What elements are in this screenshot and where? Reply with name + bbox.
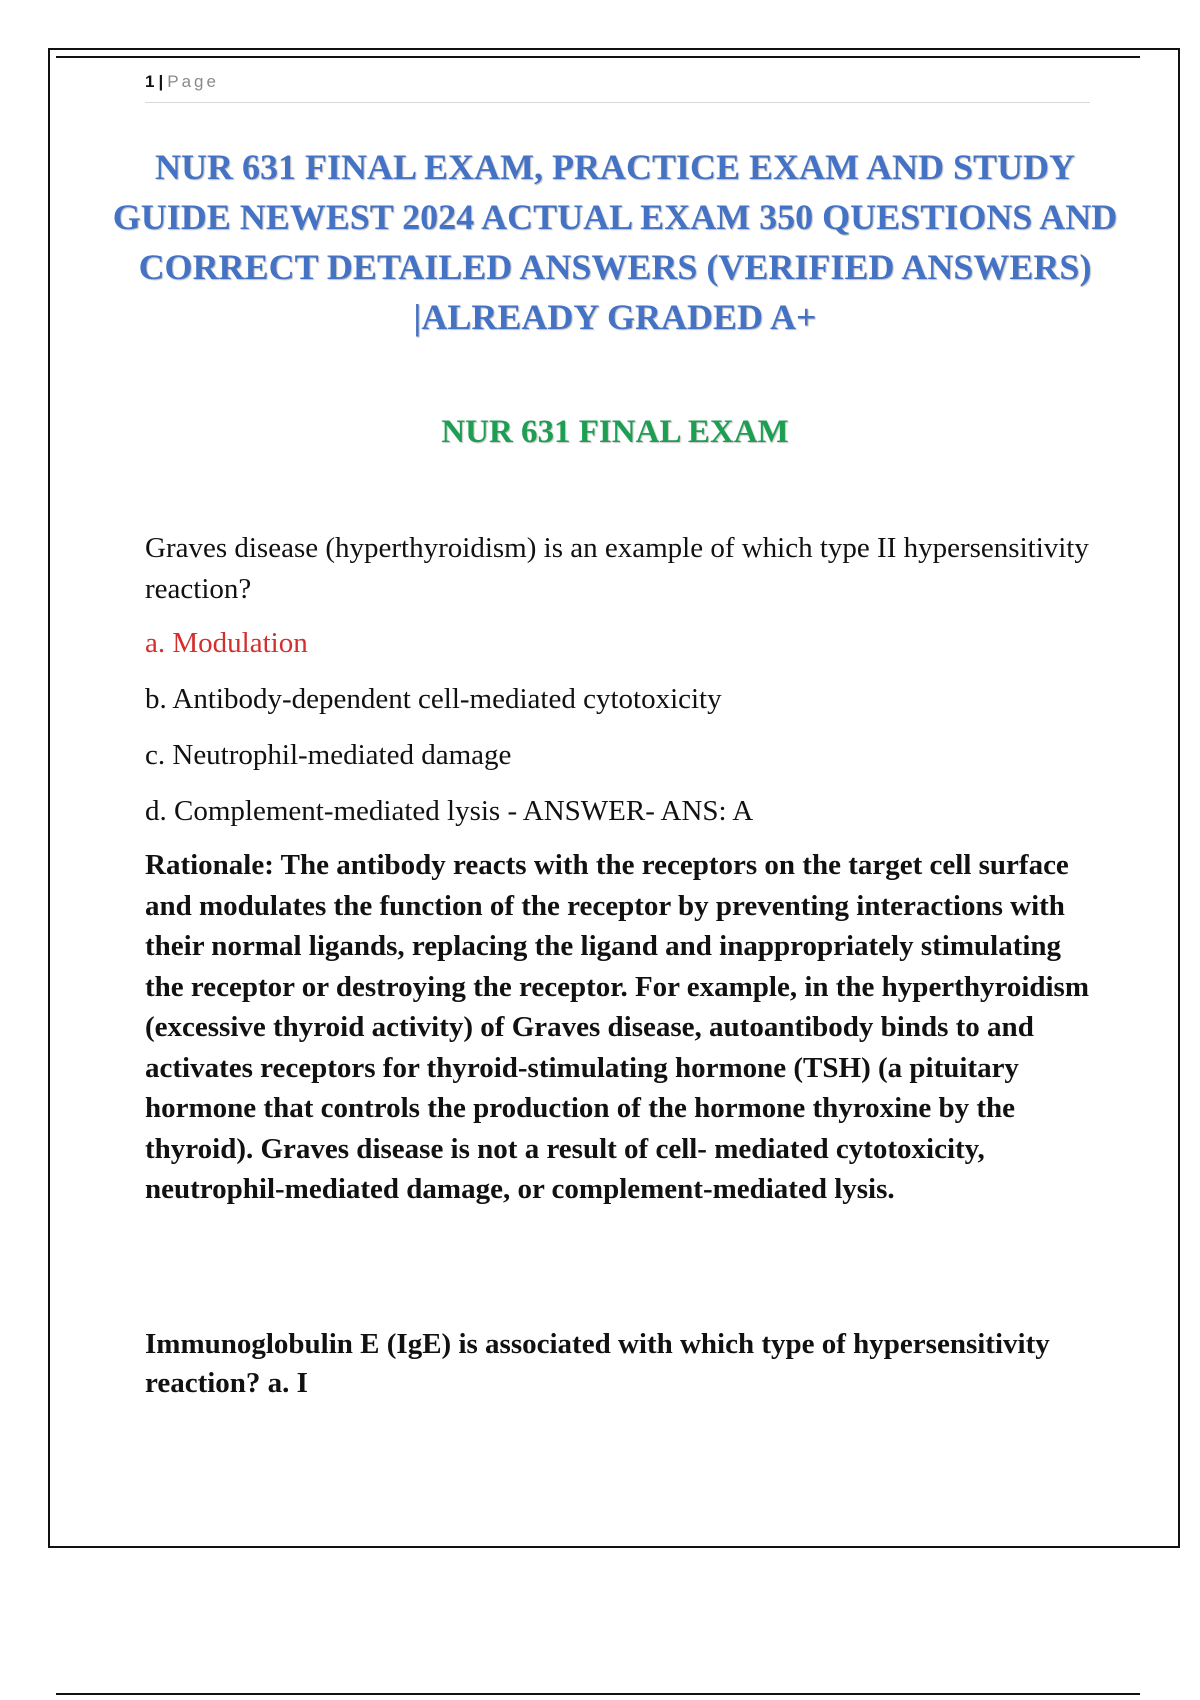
question-text: Graves disease (hyperthyroidism) is an example of which type II hypersensitivity reaction? — [145, 532, 1089, 605]
bottom-rule — [56, 1693, 1140, 1695]
page-label: Page — [167, 72, 219, 91]
option-c: c. Neutrophil-mediated damage — [145, 739, 512, 771]
option-d: d. Complement-mediated lysis - ANSWER- ANS: A — [145, 795, 754, 827]
document-subtitle: NUR 631 FINAL EXAM — [441, 414, 789, 450]
option-b: b. Antibody-dependent cell-mediated cytotoxicity — [145, 683, 722, 715]
top-rule — [56, 56, 1140, 58]
document-title: NUR 631 FINAL EXAM, PRACTICE EXAM AND STUDY GUIDE NEWEST 2024 ACTUAL EXAM 350 QUESTIONS AND CORRECT DETAILED ANSWERS (VERIFIED ANSWERS) |ALREADY GRADED A+ — [112, 147, 1118, 337]
next-question-text: Immunoglobulin E (IgE) is associated with which type of hypersensitivity reaction? a. I — [145, 1328, 1050, 1399]
page-number: 1 — [145, 72, 155, 91]
rationale-text: Rationale: The antibody reacts with the receptors on the target cell surface and modulates the function of the receptor by preventing interactions with their normal ligands, replacing the ligand and inappropriately stimulating the receptor or destroying the receptor. For example, in the hyperthyroidism (excessive thyroid activity) of Graves disease, autoantibody binds to and activates receptors for thyroid-stimulating hormone (TSH) (a pituitary hormone that controls the production of the hormone thyroxine by the thyroid). Graves disease is not a result of cell- mediated cytotoxicity, neutrophil-mediated damage, or complement-mediated lysis. — [145, 849, 1090, 1205]
page-separator: | — [158, 72, 164, 91]
option-a: a. Modulation — [145, 627, 308, 659]
page-header — [145, 72, 1090, 103]
question-block — [145, 528, 1105, 1210]
